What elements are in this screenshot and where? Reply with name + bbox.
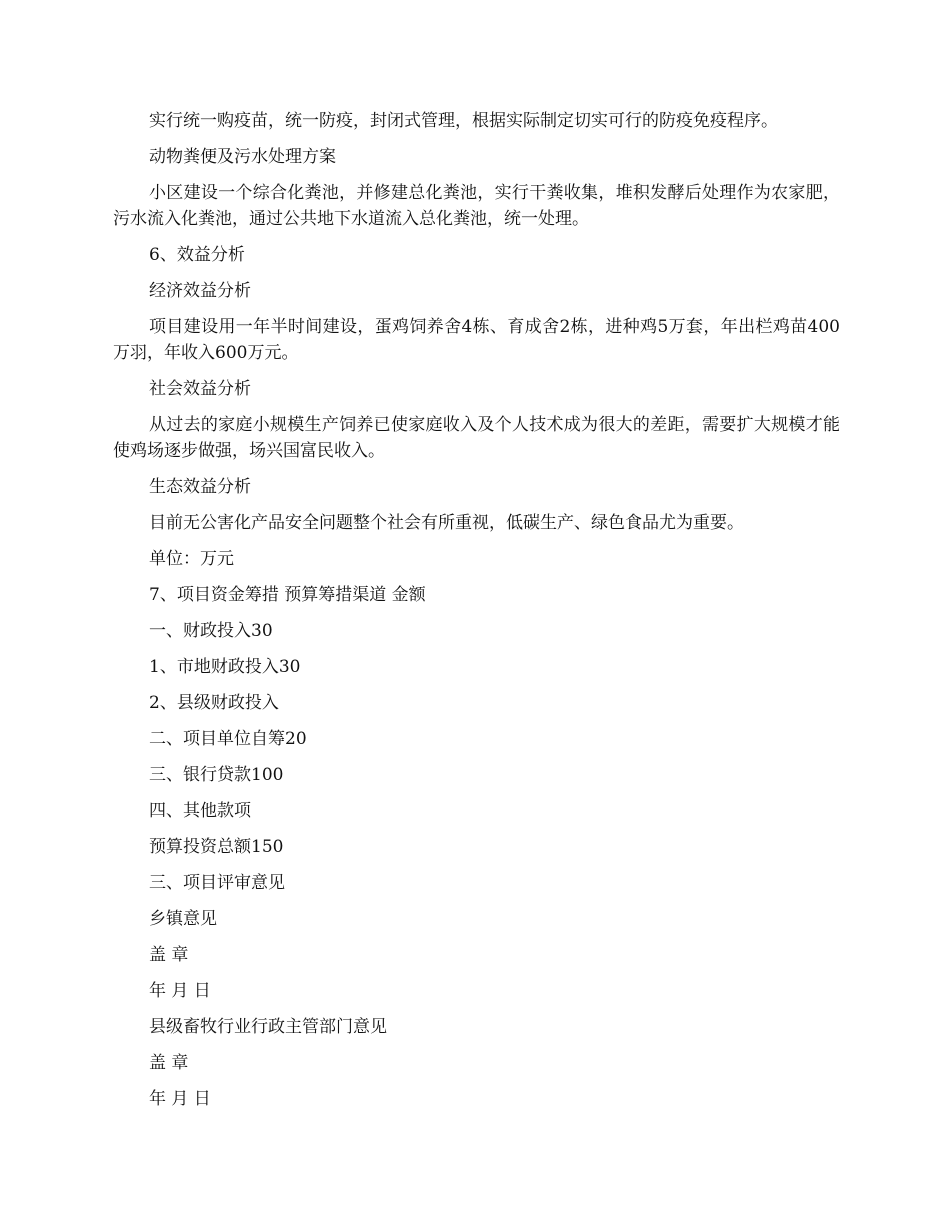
funding-item: 2、县级财政投入 xyxy=(149,693,279,713)
paragraph-social-benefit: 从过去的家庭小规模生产饲养已使家庭收入及个人技术成为很大的差距，需要扩大规模才能使鸡场逐步做强，场兴国富民收入。 xyxy=(113,415,840,461)
paragraph-economic-benefit: 项目建设用一年半时间建设，蛋鸡饲养舍4栋、育成舍2栋，进种鸡5万套，年出栏鸡苗400万羽，年收入600万元。 xyxy=(113,317,840,363)
seal-label: 盖 章 xyxy=(149,1053,189,1073)
document-body xyxy=(113,108,840,1122)
date-label: 年 月 日 xyxy=(149,1089,211,1109)
county-opinion-label: 县级畜牧行业行政主管部门意见 xyxy=(149,1017,387,1037)
date-label: 年 月 日 xyxy=(149,981,211,1001)
paragraph-immunization: 实行统一购疫苗，统一防疫，封闭式管理，根据实际制定切实可行的防疫免疫程序。 xyxy=(149,111,778,131)
funding-total: 预算投资总额150 xyxy=(149,837,284,857)
heading-economic-benefit: 经济效益分析 xyxy=(149,281,251,301)
heading-funding: 7、项目资金筹措 预算筹措渠道 金额 xyxy=(149,585,426,605)
heading-review-opinion: 三、项目评审意见 xyxy=(149,873,285,893)
funding-item: 1、市地财政投入30 xyxy=(149,657,301,677)
heading-ecological-benefit: 生态效益分析 xyxy=(149,477,251,497)
funding-item: 二、项目单位自筹20 xyxy=(149,729,307,749)
paragraph-ecological-benefit: 目前无公害化产品安全问题整个社会有所重视，低碳生产、绿色食品尤为重要。 xyxy=(149,513,744,533)
heading-waste-treatment: 动物粪便及污水处理方案 xyxy=(149,147,336,167)
seal-label: 盖 章 xyxy=(149,945,189,965)
unit-label: 单位：万元 xyxy=(149,549,234,569)
heading-benefit-analysis: 6、效益分析 xyxy=(149,245,245,265)
township-opinion-label: 乡镇意见 xyxy=(149,909,217,929)
heading-social-benefit: 社会效益分析 xyxy=(149,379,251,399)
paragraph-waste-treatment: 小区建设一个综合化粪池，并修建总化粪池，实行干粪收集，堆积发酵后处理作为农家肥，污水流入化粪池，通过公共地下水道流入总化粪池，统一处理。 xyxy=(113,183,840,229)
funding-item: 三、银行贷款100 xyxy=(149,765,284,785)
funding-item: 四、其他款项 xyxy=(149,801,251,821)
funding-item: 一、财政投入30 xyxy=(149,621,273,641)
